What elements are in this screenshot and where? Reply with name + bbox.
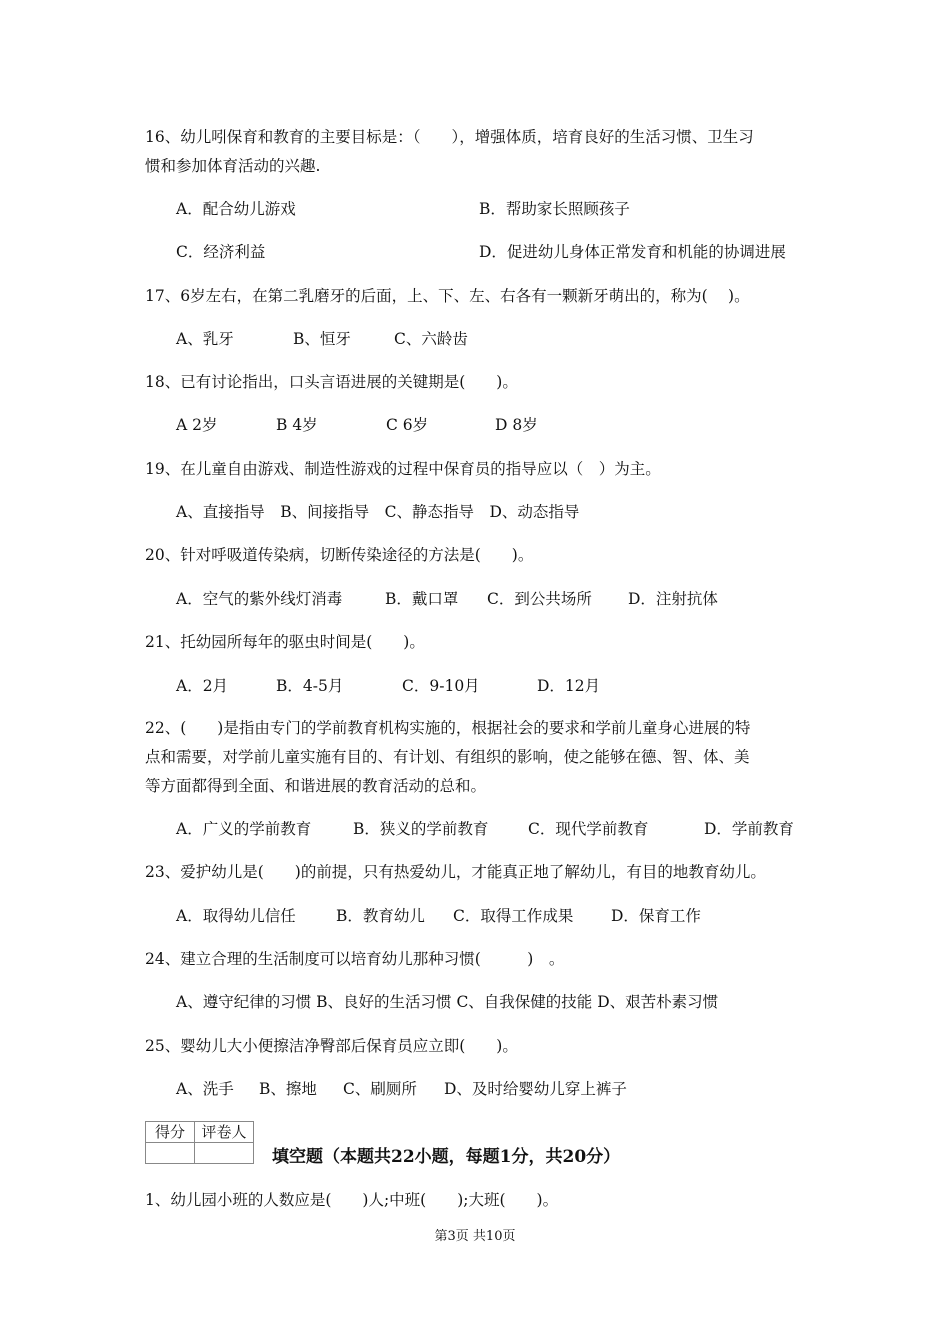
question-16-text-cont: 惯和参加体育活动的兴趣. <box>145 157 321 175</box>
question-18-text: 18、已有讨论指出，口头言语进展的关键期是( )。 <box>145 373 518 391</box>
question-22-option-a: A．广义的学前教育 <box>176 820 312 838</box>
question-18-option-c: C 6岁 <box>386 416 429 434</box>
score-box <box>145 1121 254 1164</box>
question-22-option-b: B．狭义的学前教育 <box>353 820 489 838</box>
question-20-option-a: A．空气的紫外线灯消毒 <box>176 590 343 608</box>
page-number: 第3页 共10页 <box>434 1229 516 1244</box>
score-box-grader-label: 评卷人 <box>195 1122 254 1143</box>
question-22-text-cont-2: 等方面都得到全面、和谐进展的教育活动的总和。 <box>145 777 487 795</box>
question-22-text: 22、( )是指由专门的学前教育机构实施的，根据社会的要求和学前儿童身心进展的特 <box>145 719 751 737</box>
question-24-options: A、遵守纪律的习惯 B、良好的生活习惯 C、自我保健的技能 D、艰苦朴素习惯 <box>176 993 719 1011</box>
question-20-option-c: C．到公共场所 <box>487 590 592 608</box>
question-22-option-c: C．现代学前教育 <box>528 820 649 838</box>
question-19-options: A、直接指导 B、间接指导 C、静态指导 D、动态指导 <box>176 503 580 521</box>
question-23-option-d: D．保育工作 <box>611 907 701 925</box>
question-22-text-cont-1: 点和需要，对学前儿童实施有目的、有计划、有组织的影响，使之能够在德、智、体、美 <box>145 748 750 766</box>
question-19-text: 19、在儿童自由游戏、制造性游戏的过程中保育员的指导应以（ ）为主。 <box>145 460 661 478</box>
question-16-option-d: D．促进幼儿身体正常发育和机能的协调进展 <box>479 243 786 261</box>
score-box-score-label: 得分 <box>146 1122 195 1143</box>
question-17-option-a: A、乳牙 <box>176 330 234 348</box>
question-21-option-d: D．12月 <box>537 677 601 695</box>
question-18-option-d: D 8岁 <box>495 416 538 434</box>
question-23-option-c: C．取得工作成果 <box>453 907 574 925</box>
question-25-option-d: D、及时给婴幼儿穿上裤子 <box>444 1080 627 1098</box>
score-box-grader-cell <box>195 1143 254 1164</box>
question-20-option-b: B．戴口罩 <box>385 590 459 608</box>
fill-question-1-text: 1、幼儿园小班的人数应是( )人;中班( );大班( )。 <box>145 1191 559 1209</box>
question-20-text: 20、针对呼吸道传染病，切断传染途径的方法是( )。 <box>145 546 534 564</box>
question-23-option-b: B．教育幼儿 <box>336 907 425 925</box>
question-16-text: 16、幼儿吲保育和教育的主要目标是：（ ），增强体质，培育良好的生活习惯、卫生习 <box>145 128 754 146</box>
section-title: 填空题（本题共22小题，每题1分，共20分） <box>272 1147 621 1167</box>
question-21-option-a: A．2月 <box>176 677 229 695</box>
question-24-text: 24、建立合理的生活制度可以培育幼儿那种习惯( ) 。 <box>145 950 565 968</box>
question-18-option-b: B 4岁 <box>276 416 318 434</box>
question-22-option-d: D．学前教育 <box>704 820 794 838</box>
question-16-option-a: A．配合幼儿游戏 <box>176 200 296 218</box>
question-17-text: 17、6岁左右，在第二乳磨牙的后面，上、下、左、右各有一颗新牙萌出的，称为( )。 <box>145 287 750 305</box>
question-17-option-b: B、恒牙 <box>293 330 351 348</box>
question-25-option-a: A、洗手 <box>176 1080 234 1098</box>
question-21-option-b: B．4-5月 <box>276 677 344 695</box>
question-25-option-b: B、擦地 <box>259 1080 317 1098</box>
question-17-option-c: C、六龄齿 <box>394 330 468 348</box>
question-23-text: 23、爱护幼儿是( )的前提，只有热爱幼儿，才能真正地了解幼儿，有目的地教育幼儿。 <box>145 863 766 881</box>
question-18-option-a: A 2岁 <box>176 416 218 434</box>
question-20-option-d: D．注射抗体 <box>628 590 718 608</box>
question-21-text: 21、托幼园所每年的驱虫时间是( )。 <box>145 633 425 651</box>
score-box-score-cell <box>146 1143 195 1164</box>
question-25-text: 25、婴幼儿大小便擦洁净臀部后保育员应立即( )。 <box>145 1037 518 1055</box>
question-21-option-c: C．9-10月 <box>402 677 480 695</box>
question-16-option-c: C．经济利益 <box>176 243 266 261</box>
question-23-option-a: A．取得幼儿信任 <box>176 907 296 925</box>
question-25-option-c: C、刷厕所 <box>343 1080 417 1098</box>
question-16-option-b: B．帮助家长照顾孩子 <box>479 200 630 218</box>
